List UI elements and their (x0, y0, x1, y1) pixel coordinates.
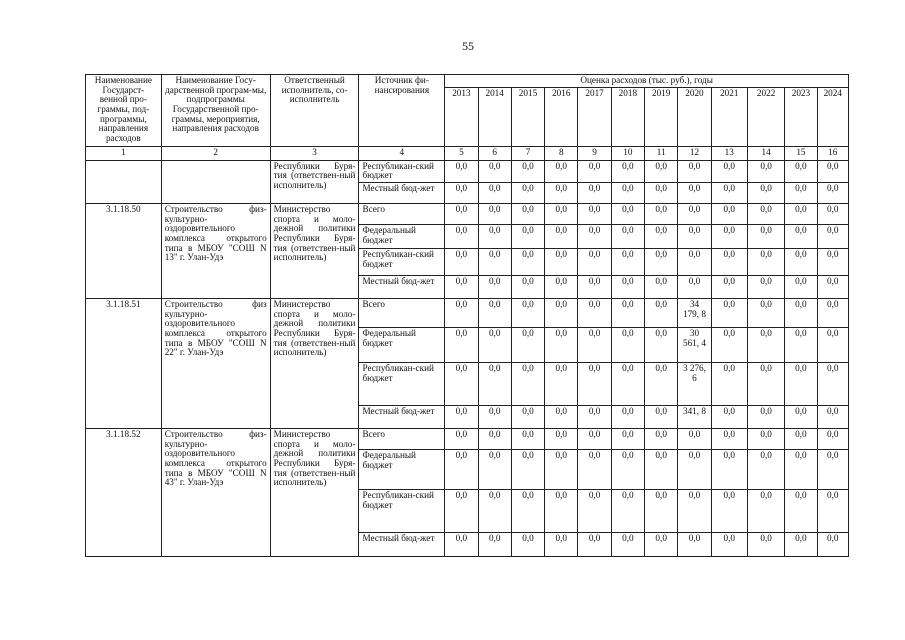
header-year-2015: 2015 (511, 87, 544, 146)
expense-value: 0,0 (478, 248, 511, 275)
expense-value: 0,0 (445, 160, 478, 182)
expense-value: 0,0 (747, 489, 784, 532)
expense-value: 0,0 (711, 449, 747, 489)
expense-value: 0,0 (747, 327, 784, 362)
expense-value: 0,0 (747, 362, 784, 405)
header-year-2016: 2016 (545, 87, 578, 146)
column-number: 11 (645, 146, 678, 160)
expense-value: 0,0 (445, 532, 478, 556)
event-name: Строительство физ-культурно-оздоровительного комплекса открытого типа в МБОУ "СОШ N 13" г. Улан-Удэ (161, 203, 270, 298)
expense-value: 0,0 (445, 248, 478, 275)
expense-value: 0,0 (478, 224, 511, 248)
expense-value: 0,0 (645, 203, 678, 224)
expense-value: 0,0 (578, 275, 611, 298)
funding-source: Всего (359, 203, 445, 224)
expense-value: 0,0 (545, 428, 578, 449)
expense-value: 0,0 (817, 449, 848, 489)
expense-value: 0,0 (478, 275, 511, 298)
expense-value: 0,0 (711, 248, 747, 275)
expense-value: 0,0 (711, 298, 747, 327)
header-year-2021: 2021 (711, 87, 747, 146)
column-number: 7 (511, 146, 544, 160)
expense-value: 0,0 (611, 428, 644, 449)
funding-source: Федеральный бюджет (359, 224, 445, 248)
expense-value: 0,0 (711, 327, 747, 362)
expense-value: 0,0 (785, 489, 817, 532)
expense-value: 3 276, 6 (678, 362, 711, 405)
expense-value: 0,0 (645, 362, 678, 405)
expense-value: 0,0 (511, 224, 544, 248)
expense-value: 0,0 (545, 532, 578, 556)
expense-value: 0,0 (578, 405, 611, 428)
event-name: Строительство физ-культурно-оздоровительного комплекса открытого типа в МБОУ "СОШ N 43" г. Улан-Удэ (161, 428, 270, 556)
table-body (86, 160, 849, 556)
funding-source: Республикан-ский бюджет (359, 248, 445, 275)
expense-value: 0,0 (611, 532, 644, 556)
expense-value: 0,0 (478, 362, 511, 405)
expense-value: 0,0 (785, 248, 817, 275)
expense-value: 0,0 (785, 449, 817, 489)
funding-source: Федеральный бюджет (359, 449, 445, 489)
expense-value: 0,0 (511, 275, 544, 298)
expense-value: 0,0 (545, 275, 578, 298)
expense-value: 0,0 (611, 203, 644, 224)
expense-value: 0,0 (678, 275, 711, 298)
column-number: 6 (478, 146, 511, 160)
expense-value: 0,0 (578, 248, 611, 275)
expense-value: 0,0 (445, 182, 478, 203)
column-number: 3 (270, 146, 359, 160)
expense-value: 0,0 (511, 327, 544, 362)
expense-value: 0,0 (478, 160, 511, 182)
expense-value: 0,0 (578, 160, 611, 182)
expense-value: 0,0 (645, 532, 678, 556)
expense-value: 0,0 (478, 203, 511, 224)
expense-value: 0,0 (747, 182, 784, 203)
expense-value: 0,0 (445, 275, 478, 298)
expense-value: 0,0 (747, 275, 784, 298)
expense-value: 0,0 (545, 489, 578, 532)
expense-value: 0,0 (645, 275, 678, 298)
event-executor: Республики Буря-тия (ответствен-ный исполнитель) (270, 160, 359, 203)
column-number: 15 (785, 146, 817, 160)
header-event-name: Наименование Госу-дарственной програм-мы, подпрограммы Государственной про-граммы, мероприятия, направления расходов (161, 75, 270, 147)
event-code: 3.1.18.50 (86, 203, 162, 298)
column-number: 9 (578, 146, 611, 160)
expense-value: 0,0 (785, 428, 817, 449)
expense-value: 0,0 (478, 298, 511, 327)
header-years-title: Оценка расходов (тыс. руб.), годы (445, 75, 849, 88)
expense-value: 0,0 (478, 405, 511, 428)
header-funding-source: Источник фи-нансирования (359, 75, 445, 147)
expense-value: 0,0 (478, 182, 511, 203)
expense-value: 0,0 (511, 298, 544, 327)
expense-value: 0,0 (678, 160, 711, 182)
expense-value: 0,0 (578, 489, 611, 532)
expense-value: 0,0 (645, 248, 678, 275)
header-year-2013: 2013 (445, 87, 478, 146)
expense-value: 0,0 (545, 449, 578, 489)
header-year-2020: 2020 (678, 87, 711, 146)
expense-value: 0,0 (817, 182, 848, 203)
expense-value: 0,0 (611, 160, 644, 182)
expense-value: 0,0 (545, 362, 578, 405)
funding-source: Федеральный бюджет (359, 327, 445, 362)
expense-value: 0,0 (445, 203, 478, 224)
event-code: 3.1.18.52 (86, 428, 162, 556)
column-number: 4 (359, 146, 445, 160)
expense-value: 0,0 (817, 160, 848, 182)
expense-value: 0,0 (445, 298, 478, 327)
header-year-2024: 2024 (817, 87, 848, 146)
column-number: 14 (747, 146, 784, 160)
expense-value: 0,0 (817, 532, 848, 556)
expense-value: 0,0 (578, 327, 611, 362)
expense-value: 0,0 (545, 160, 578, 182)
event-code: 3.1.18.51 (86, 298, 162, 428)
expense-value: 341, 8 (678, 405, 711, 428)
expense-value: 0,0 (578, 428, 611, 449)
expense-value: 0,0 (645, 224, 678, 248)
expense-value: 0,0 (611, 275, 644, 298)
event-executor: Министерство спорта и моло-дежной политики Республики Буря-тия (ответствен-ный исполнитель) (270, 203, 359, 298)
expense-value: 0,0 (611, 298, 644, 327)
expense-value: 0,0 (445, 489, 478, 532)
expense-value: 0,0 (445, 449, 478, 489)
expense-value: 0,0 (785, 224, 817, 248)
expense-value: 0,0 (747, 224, 784, 248)
expense-value: 0,0 (645, 449, 678, 489)
expense-value: 0,0 (678, 489, 711, 532)
expense-value: 0,0 (711, 224, 747, 248)
expense-value: 0,0 (711, 203, 747, 224)
expense-value: 0,0 (545, 203, 578, 224)
expense-value: 0,0 (578, 449, 611, 489)
expense-value: 0,0 (711, 428, 747, 449)
table-row (86, 298, 849, 327)
column-number: 12 (678, 146, 711, 160)
expense-value: 0,0 (785, 160, 817, 182)
expense-value: 0,0 (611, 248, 644, 275)
expense-value: 0,0 (678, 203, 711, 224)
expense-value: 0,0 (545, 182, 578, 203)
column-number: 8 (545, 146, 578, 160)
header-year-2014: 2014 (478, 87, 511, 146)
expense-value: 0,0 (478, 532, 511, 556)
header-year-2019: 2019 (645, 87, 678, 146)
event-name (161, 160, 270, 203)
expense-value: 0,0 (817, 362, 848, 405)
expense-value: 0,0 (545, 224, 578, 248)
expense-value: 0,0 (711, 275, 747, 298)
expense-value: 0,0 (747, 449, 784, 489)
event-executor: Министерство спорта и моло-дежной политики Республики Буря-тия (ответствен-ный исполнитель) (270, 298, 359, 428)
expense-value: 0,0 (785, 203, 817, 224)
event-name: Строительство физ культурно-оздоровительного комплекса открытого типа в МБОУ "СОШ N 22" г. Улан-Удэ (161, 298, 270, 428)
table-row (86, 428, 849, 449)
expense-value: 0,0 (611, 224, 644, 248)
funding-source: Республикан-ский бюджет (359, 362, 445, 405)
expense-value: 0,0 (678, 182, 711, 203)
expense-value: 0,0 (817, 275, 848, 298)
header-year-2017: 2017 (578, 87, 611, 146)
expense-value: 0,0 (578, 362, 611, 405)
expense-value: 0,0 (785, 362, 817, 405)
expense-value: 0,0 (817, 248, 848, 275)
table-row (86, 160, 849, 182)
expense-value: 0,0 (711, 405, 747, 428)
funding-source: Всего (359, 428, 445, 449)
expense-value: 0,0 (645, 160, 678, 182)
column-number: 16 (817, 146, 848, 160)
expense-value: 0,0 (645, 405, 678, 428)
header-year-2023: 2023 (785, 87, 817, 146)
expense-value: 0,0 (511, 405, 544, 428)
expense-value: 0,0 (817, 298, 848, 327)
expense-value: 0,0 (478, 327, 511, 362)
expense-value: 0,0 (545, 248, 578, 275)
expense-value: 0,0 (785, 275, 817, 298)
funding-source: Местный бюд-жет (359, 275, 445, 298)
expense-value: 0,0 (445, 428, 478, 449)
expense-value: 0,0 (678, 428, 711, 449)
expense-value: 0,0 (678, 532, 711, 556)
expense-value: 0,0 (711, 182, 747, 203)
expense-value: 0,0 (817, 224, 848, 248)
event-executor: Министерство спорта и моло-дежной политики Республики Буря-тия (ответствен-ный исполнитель) (270, 428, 359, 556)
expense-value: 0,0 (678, 224, 711, 248)
expense-value: 0,0 (645, 298, 678, 327)
funding-source: Республикан-ский бюджет (359, 489, 445, 532)
expense-value: 0,0 (511, 160, 544, 182)
expense-value: 0,0 (611, 405, 644, 428)
funding-source: Местный бюд-жет (359, 532, 445, 556)
expense-value: 0,0 (785, 405, 817, 428)
expense-value: 0,0 (545, 298, 578, 327)
expense-value: 0,0 (645, 182, 678, 203)
expense-value: 0,0 (645, 428, 678, 449)
expense-value: 0,0 (478, 428, 511, 449)
expense-value: 0,0 (747, 405, 784, 428)
expense-value: 0,0 (747, 532, 784, 556)
expense-value: 0,0 (785, 532, 817, 556)
expense-value: 0,0 (747, 203, 784, 224)
table-row (86, 203, 849, 224)
expense-value: 0,0 (511, 182, 544, 203)
expense-value: 0,0 (511, 428, 544, 449)
expense-value: 0,0 (678, 449, 711, 489)
expense-value: 0,0 (785, 182, 817, 203)
column-number: 5 (445, 146, 478, 160)
funding-source: Всего (359, 298, 445, 327)
expense-value: 0,0 (611, 449, 644, 489)
expense-value: 0,0 (511, 203, 544, 224)
header-year-2022: 2022 (747, 87, 784, 146)
expense-value: 0,0 (478, 449, 511, 489)
expense-value: 0,0 (747, 160, 784, 182)
expense-value: 0,0 (445, 224, 478, 248)
expense-value: 30 561, 4 (678, 327, 711, 362)
header-executor: Ответственный исполнитель, со-исполнитель (270, 75, 359, 147)
expense-value: 0,0 (711, 489, 747, 532)
expense-value: 0,0 (678, 248, 711, 275)
header-year-2018: 2018 (611, 87, 644, 146)
expense-value: 0,0 (511, 489, 544, 532)
expense-value: 0,0 (611, 489, 644, 532)
expense-value: 0,0 (747, 298, 784, 327)
expense-value: 0,0 (785, 327, 817, 362)
page-number: 55 (462, 39, 474, 53)
expense-value: 0,0 (545, 405, 578, 428)
expense-value: 0,0 (645, 327, 678, 362)
expense-value: 0,0 (747, 248, 784, 275)
column-number: 2 (161, 146, 270, 160)
expense-value: 34 179, 8 (678, 298, 711, 327)
funding-source: Республикан-ский бюджет (359, 160, 445, 182)
expense-value: 0,0 (645, 489, 678, 532)
expense-value: 0,0 (817, 327, 848, 362)
expense-value: 0,0 (711, 160, 747, 182)
funding-source: Местный бюд-жет (359, 405, 445, 428)
expense-value: 0,0 (747, 428, 784, 449)
expense-value: 0,0 (817, 203, 848, 224)
expense-value: 0,0 (817, 428, 848, 449)
column-numbers-row (86, 146, 849, 160)
expense-value: 0,0 (785, 298, 817, 327)
expense-value: 0,0 (578, 224, 611, 248)
expense-value: 0,0 (611, 182, 644, 203)
expense-value: 0,0 (578, 298, 611, 327)
expense-value: 0,0 (578, 203, 611, 224)
header-program-name: Наименование Государст-венной про-граммы, под-программы, направления расходов (86, 75, 162, 147)
expense-value: 0,0 (545, 327, 578, 362)
budget-table (85, 74, 849, 557)
expense-value: 0,0 (511, 248, 544, 275)
expense-value: 0,0 (511, 362, 544, 405)
funding-source: Местный бюд-жет (359, 182, 445, 203)
event-code (86, 160, 162, 203)
expense-value: 0,0 (578, 182, 611, 203)
expense-value: 0,0 (445, 327, 478, 362)
column-number: 13 (711, 146, 747, 160)
expense-value: 0,0 (445, 405, 478, 428)
expense-value: 0,0 (611, 362, 644, 405)
expense-value: 0,0 (478, 489, 511, 532)
expense-value: 0,0 (611, 327, 644, 362)
expense-value: 0,0 (711, 362, 747, 405)
expense-value: 0,0 (578, 532, 611, 556)
expense-value: 0,0 (511, 449, 544, 489)
expense-value: 0,0 (817, 405, 848, 428)
column-number: 1 (86, 146, 162, 160)
column-number: 10 (611, 146, 644, 160)
expense-value: 0,0 (711, 532, 747, 556)
expense-value: 0,0 (817, 489, 848, 532)
expense-value: 0,0 (445, 362, 478, 405)
expense-value: 0,0 (511, 532, 544, 556)
